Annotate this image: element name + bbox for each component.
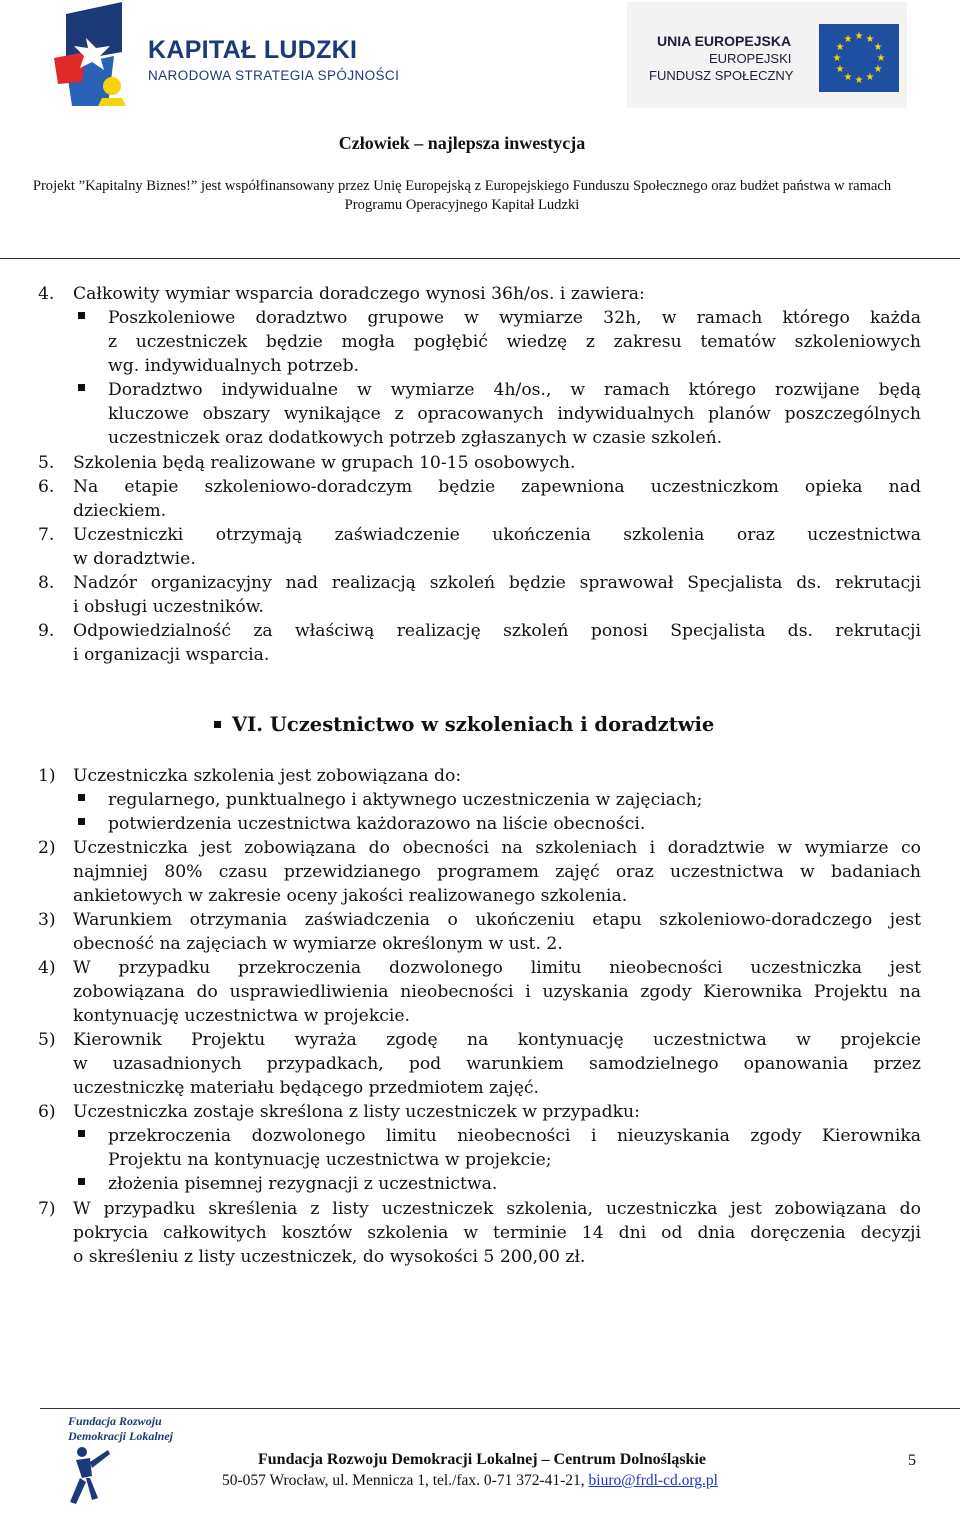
footer-email-link[interactable]: biuro@frdl-cd.org.pl bbox=[588, 1472, 718, 1489]
list-number: 7) bbox=[38, 1199, 56, 1219]
list-item-text: i organizacji wsparcia. bbox=[73, 645, 270, 665]
svg-text:★: ★ bbox=[843, 72, 853, 83]
square-bullet-icon bbox=[78, 818, 85, 825]
footer-contact: 50-057 Wrocław, ul. Mennicza 1, tel./fax. 0-71 372-41-21, bbox=[222, 1472, 589, 1489]
list-number: 6) bbox=[38, 1102, 56, 1122]
list-item-text: Poszkoleniowe doradztwo grupowe w wymiarze 32h, w ramach którego każda bbox=[108, 308, 921, 328]
frdl-logo bbox=[68, 1414, 188, 1524]
list-item-text: o skreśleniu z listy uczestniczek, do wysokości 5 200,00 zł. bbox=[73, 1247, 586, 1267]
eu-logo-line2: EUROPEJSKI bbox=[709, 51, 792, 66]
svg-text:★: ★ bbox=[854, 75, 864, 86]
list-item-text: W przypadku skreślenia z listy uczestniczek szkolenia, uczestniczka jest zobowiązana do bbox=[73, 1199, 921, 1219]
svg-text:★: ★ bbox=[832, 53, 842, 64]
footer-address bbox=[222, 1472, 718, 1490]
header-motto: Człowiek – najlepsza inwestycja bbox=[338, 133, 586, 153]
square-bullet-icon bbox=[78, 1178, 85, 1185]
section-heading: VI. Uczestnictwo w szkoleniach i doradztwie bbox=[232, 713, 715, 736]
list-number: 6. bbox=[38, 477, 55, 497]
svg-text:★: ★ bbox=[843, 34, 853, 45]
page-number: 5 bbox=[908, 1452, 916, 1469]
eu-logo bbox=[627, 2, 907, 108]
kl-logo-title: KAPITAŁ LUDZKI bbox=[148, 36, 358, 64]
list-item-text: Warunkiem otrzymania zaświadczenia o ukończeniu etapu szkoleniowo-doradczego jest bbox=[73, 910, 921, 930]
list-number: 5) bbox=[38, 1030, 56, 1050]
svg-text:★: ★ bbox=[854, 31, 864, 42]
svg-text:★: ★ bbox=[873, 64, 883, 75]
funding-note-line2: Programu Operacyjnego Kapitał Ludzki bbox=[344, 197, 580, 213]
list-item-text: złożenia pisemnej rezygnacji z uczestnictwa. bbox=[108, 1174, 498, 1194]
list-item-text: Całkowity wymiar wsparcia doradczego wynosi 36h/os. i zawiera: bbox=[73, 284, 645, 304]
list-number: 8. bbox=[38, 573, 55, 593]
list-item-text: uczestniczkę materiału będącego przedmiotem zajęć. bbox=[73, 1078, 539, 1098]
square-bullet-icon bbox=[214, 721, 221, 728]
square-bullet-icon bbox=[78, 312, 85, 319]
eu-flag-icon bbox=[819, 24, 899, 92]
list-item-text: dzieckiem. bbox=[73, 501, 167, 521]
list-item-text: Odpowiedzialność za właściwą realizację szkoleń ponosi Specjalista ds. rekrutacji bbox=[73, 621, 921, 641]
square-bullet-icon bbox=[78, 384, 85, 391]
list-item-text: przekroczenia dozwolonego limitu nieobecności i nieuzyskania zgody Kierownika bbox=[108, 1126, 921, 1146]
list-item-text: w uzasadnionych przypadkach, pod warunkiem samodzielnego opanowania przez bbox=[73, 1054, 921, 1074]
svg-text:★: ★ bbox=[876, 53, 886, 64]
list-number: 4. bbox=[38, 284, 55, 304]
eu-logo-line1: UNIA EUROPEJSKA bbox=[657, 33, 792, 49]
list-item-text: potwierdzenia uczestnictwa każdorazowo na liście obecności. bbox=[108, 814, 646, 834]
list-item-text: zobowiązana do usprawiedliwienia nieobecności i uzyskania zgody Kierownika Projektu na bbox=[73, 982, 921, 1002]
list-item-text: pokrycia całkowitych kosztów szkolenia w terminie 14 dni od dnia doręczenia decyzji bbox=[73, 1223, 921, 1243]
list-number: 5. bbox=[38, 453, 55, 473]
list-item-text: z uczestniczek będzie mogła pogłębić wiedzę z zakresu tematów szkoleniowych bbox=[108, 332, 921, 352]
svg-text:★: ★ bbox=[865, 72, 875, 83]
kapital-ludzki-emblem-icon bbox=[52, 2, 148, 108]
svg-text:★: ★ bbox=[873, 42, 883, 53]
list-number: 4) bbox=[38, 958, 56, 978]
eu-logo-line3: FUNDUSZ SPOŁECZNY bbox=[649, 68, 794, 83]
kapital-ludzki-logo bbox=[52, 2, 400, 108]
list-item-text: regularnego, punktualnego i aktywnego uczestniczenia w zajęciach; bbox=[108, 790, 703, 810]
footer-organization: Fundacja Rozwoju Demokracji Lokalnej – Centrum Dolnośląskie bbox=[258, 1451, 706, 1468]
frdl-figure-icon bbox=[62, 1444, 122, 1524]
list-item-text: ankietowych w zakresie oceny jakości realizowanego szkolenia. bbox=[73, 886, 628, 906]
list-item-text: kontynuację uczestnictwa w projekcie. bbox=[73, 1006, 411, 1026]
list-item-text: wg. indywidualnych potrzeb. bbox=[108, 356, 360, 376]
list-item-text: w doradztwie. bbox=[73, 549, 196, 569]
list-item-text: Uczestniczka jest zobowiązana do obecności na szkoleniach i doradztwie w wymiarze co bbox=[73, 838, 921, 858]
list-item-text: uczestniczek oraz dodatkowych potrzeb zgłaszanych w czasie szkoleń. bbox=[108, 428, 723, 448]
svg-text:★: ★ bbox=[835, 42, 845, 53]
kl-logo-subtitle: NARODOWA STRATEGIA SPÓJNOŚCI bbox=[148, 68, 400, 83]
frdl-logo-line2: Demokracji Lokalnej bbox=[68, 1429, 173, 1443]
list-item-text: Doradztwo indywidualne w wymiarze 4h/os., w ramach którego rozwijane będą bbox=[108, 380, 921, 400]
list-number: 9. bbox=[38, 621, 55, 641]
list-item-text: Na etapie szkoleniowo-doradczym będzie zapewniona uczestniczkom opieka nad bbox=[73, 477, 921, 497]
square-bullet-icon bbox=[78, 1130, 85, 1137]
svg-text:★: ★ bbox=[865, 34, 875, 45]
list-item-text: najmniej 80% czasu przewidzianego programem zajęć oraz uczestnictwa w badaniach bbox=[73, 862, 921, 882]
list-item-text: Uczestniczka szkolenia jest zobowiązana do: bbox=[73, 766, 462, 786]
list-item-text: i obsługi uczestników. bbox=[73, 597, 264, 617]
list-item-text: Szkolenia będą realizowane w grupach 10-15 osobowych. bbox=[73, 453, 576, 473]
square-bullet-icon bbox=[78, 794, 85, 801]
list-item-text: Kierownik Projektu wyraża zgodę na kontynuację uczestnictwa w projekcie bbox=[73, 1030, 921, 1050]
footer-divider bbox=[40, 1408, 960, 1409]
list-number: 3) bbox=[38, 910, 56, 930]
list-number: 1) bbox=[38, 766, 56, 786]
list-item-text: obecność na zajęciach w wymiarze określonym w ust. 2. bbox=[73, 934, 563, 954]
frdl-logo-line1: Fundacja Rozwoju bbox=[68, 1414, 162, 1428]
list-item-text: W przypadku przekroczenia dozwolonego limitu nieobecności uczestniczka jest bbox=[73, 958, 921, 978]
list-item-text: kluczowe obszary wynikające z opracowanych indywidualnych planów poszczególnych bbox=[108, 404, 921, 424]
funding-note-line1: Projekt ”Kapitalny Biznes!” jest współfinansowany przez Unię Europejską z Europejskiego Funduszu Społecznego oraz budżet państwa w ramach bbox=[32, 178, 892, 194]
list-number: 7. bbox=[38, 525, 55, 545]
svg-text:★: ★ bbox=[835, 64, 845, 75]
list-item-text: Uczestniczka zostaje skreślona z listy uczestniczek w przypadku: bbox=[73, 1102, 640, 1122]
list-item-text: Uczestniczki otrzymają zaświadczenie ukończenia szkolenia oraz uczestnictwa bbox=[73, 525, 921, 545]
header-divider bbox=[0, 258, 960, 259]
list-number: 2) bbox=[38, 838, 56, 858]
list-item-text: Projektu na kontynuację uczestnictwa w projekcie; bbox=[108, 1150, 552, 1170]
list-item-text: Nadzór organizacyjny nad realizacją szkoleń będzie sprawował Specjalista ds. rekrutacji bbox=[73, 573, 921, 593]
